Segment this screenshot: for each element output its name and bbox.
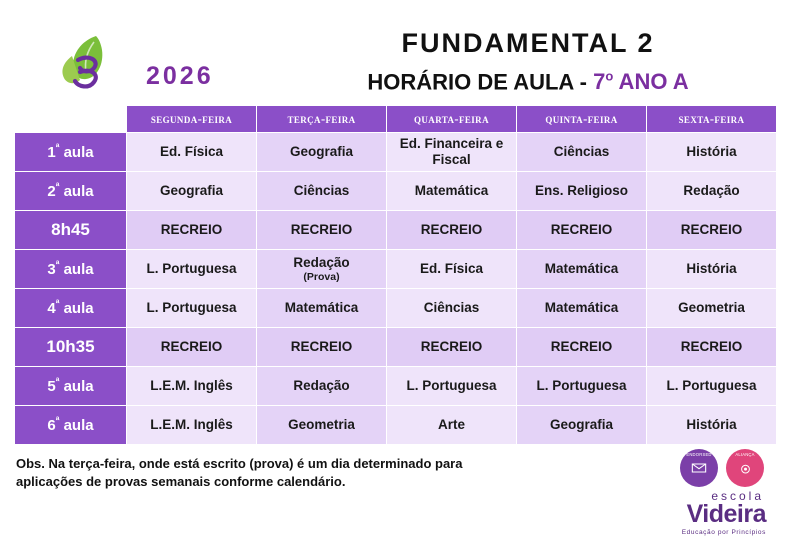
hour-number: 4 [47, 300, 56, 317]
hour-suffix: aula [59, 261, 94, 278]
observation-line-2: aplicações de provas semanais conforme calendário. [16, 473, 346, 489]
table-row [15, 367, 777, 406]
page-footer [14, 452, 776, 536]
hour-label [15, 250, 127, 289]
class-cell-with-note [257, 250, 387, 289]
class-cell: História [647, 250, 777, 289]
class-cell-main: Redação [293, 255, 350, 271]
class-cell: Ed. Física [387, 250, 517, 289]
class-cell: L. Portuguesa [647, 367, 777, 406]
table-row [15, 133, 777, 172]
class-cell: Matemática [517, 250, 647, 289]
grade-number: 7 [593, 69, 606, 95]
day-header-segunda: segunda-feira [127, 106, 257, 133]
day-header-sexta: sexta-feira [647, 106, 777, 133]
class-cell: L.E.M. Inglês [127, 406, 257, 445]
grade-label [593, 69, 689, 94]
day-header-terca: terça-feira [257, 106, 387, 133]
table-header-row [15, 106, 777, 133]
class-cell: Ciências [387, 289, 517, 328]
hour-number: 6 [47, 417, 56, 434]
break-cell: RECREIO [257, 328, 387, 367]
class-cell: Matemática [257, 289, 387, 328]
hour-label: 8h45 [15, 211, 127, 250]
hour-ordinal: ª [55, 143, 60, 154]
class-cell: L.E.M. Inglês [127, 367, 257, 406]
break-cell: RECREIO [387, 328, 517, 367]
break-cell: RECREIO [127, 328, 257, 367]
hour-label [15, 133, 127, 172]
class-cell: Ciências [257, 172, 387, 211]
hour-ordinal: ª [55, 182, 60, 193]
school-leaf-logo-icon [56, 32, 126, 96]
break-cell: RECREIO [387, 211, 517, 250]
class-cell: L. Portuguesa [127, 250, 257, 289]
class-cell: Geografia [517, 406, 647, 445]
break-cell: RECREIO [517, 328, 647, 367]
class-cell: Matemática [387, 172, 517, 211]
hour-suffix: aula [59, 300, 94, 317]
seal-endorsed-icon [680, 449, 718, 487]
hour-suffix: aula [59, 417, 94, 434]
seal-group [680, 449, 764, 487]
table-row-break [15, 211, 777, 250]
break-cell: RECREIO [127, 211, 257, 250]
hour-number: 2 [47, 183, 56, 200]
hour-label [15, 289, 127, 328]
brand-line-videira: Videira [686, 500, 766, 528]
page-header [14, 10, 776, 105]
class-cell: História [647, 133, 777, 172]
brand-block [632, 449, 772, 536]
class-cell: L. Portuguesa [517, 367, 647, 406]
table-row [15, 172, 777, 211]
class-cell: Ed. Física [127, 133, 257, 172]
break-cell: RECREIO [647, 211, 777, 250]
hour-ordinal: ª [55, 260, 60, 271]
hour-number: 3 [47, 261, 56, 278]
hour-ordinal: ª [55, 377, 60, 388]
class-cell: Redação [257, 367, 387, 406]
class-cell: História [647, 406, 777, 445]
grade-suffix: ANO A [613, 69, 689, 95]
class-cell: Geografia [257, 133, 387, 172]
subtitle-prefix: HORÁRIO DE AULA - [367, 69, 594, 95]
hour-label [15, 367, 127, 406]
class-cell-note: (Prova) [303, 270, 340, 283]
title-block [259, 28, 789, 95]
day-header-quarta: quarta-feira [387, 106, 517, 133]
class-cell: Arte [387, 406, 517, 445]
hour-ordinal: ª [55, 299, 60, 310]
hour-number: 1 [47, 144, 56, 161]
class-cell: Geometria [647, 289, 777, 328]
observation-line-1: Obs. Na terça-feira, onde está escrito (prova) é um dia determinado para [16, 456, 463, 471]
class-cell: Ciências [517, 133, 647, 172]
seal-alianca-icon [726, 449, 764, 487]
brand-tagline: Educação por Princípios [681, 528, 766, 536]
table-corner-cell [15, 106, 127, 133]
seal-left-label: ENDORSED [686, 452, 712, 457]
table-row [15, 289, 777, 328]
page-subtitle [259, 69, 789, 95]
break-cell: RECREIO [257, 211, 387, 250]
table-row [15, 250, 777, 289]
brand-name [682, 489, 766, 536]
observation-text [16, 455, 616, 490]
class-cell: Matemática [517, 289, 647, 328]
page-title: FUNDAMENTAL 2 [401, 28, 655, 58]
class-cell: Geografia [127, 172, 257, 211]
break-cell: RECREIO [647, 328, 777, 367]
class-cell: L. Portuguesa [127, 289, 257, 328]
table-row [15, 406, 777, 445]
class-cell: Geometria [257, 406, 387, 445]
break-cell: RECREIO [517, 211, 647, 250]
day-header-quinta: quinta-feira [517, 106, 647, 133]
seal-right-label: ALIANÇA [735, 452, 755, 457]
hour-ordinal: ª [55, 416, 60, 427]
class-cell: Ens. Religioso [517, 172, 647, 211]
hour-number: 5 [47, 378, 56, 395]
table-row-break [15, 328, 777, 367]
grade-ordinal: o [605, 69, 614, 84]
class-cell: Redação [647, 172, 777, 211]
brand-line-escola: escola [711, 489, 764, 503]
hour-suffix: aula [59, 144, 94, 161]
year-label: 2026 [146, 62, 214, 90]
hour-suffix: aula [59, 183, 94, 200]
schedule-table [14, 105, 777, 445]
hour-suffix: aula [59, 378, 94, 395]
hour-label [15, 172, 127, 211]
class-cell: Ed. Financeira e Fiscal [387, 133, 517, 172]
class-cell: L. Portuguesa [387, 367, 517, 406]
hour-label [15, 406, 127, 445]
hour-label: 10h35 [15, 328, 127, 367]
